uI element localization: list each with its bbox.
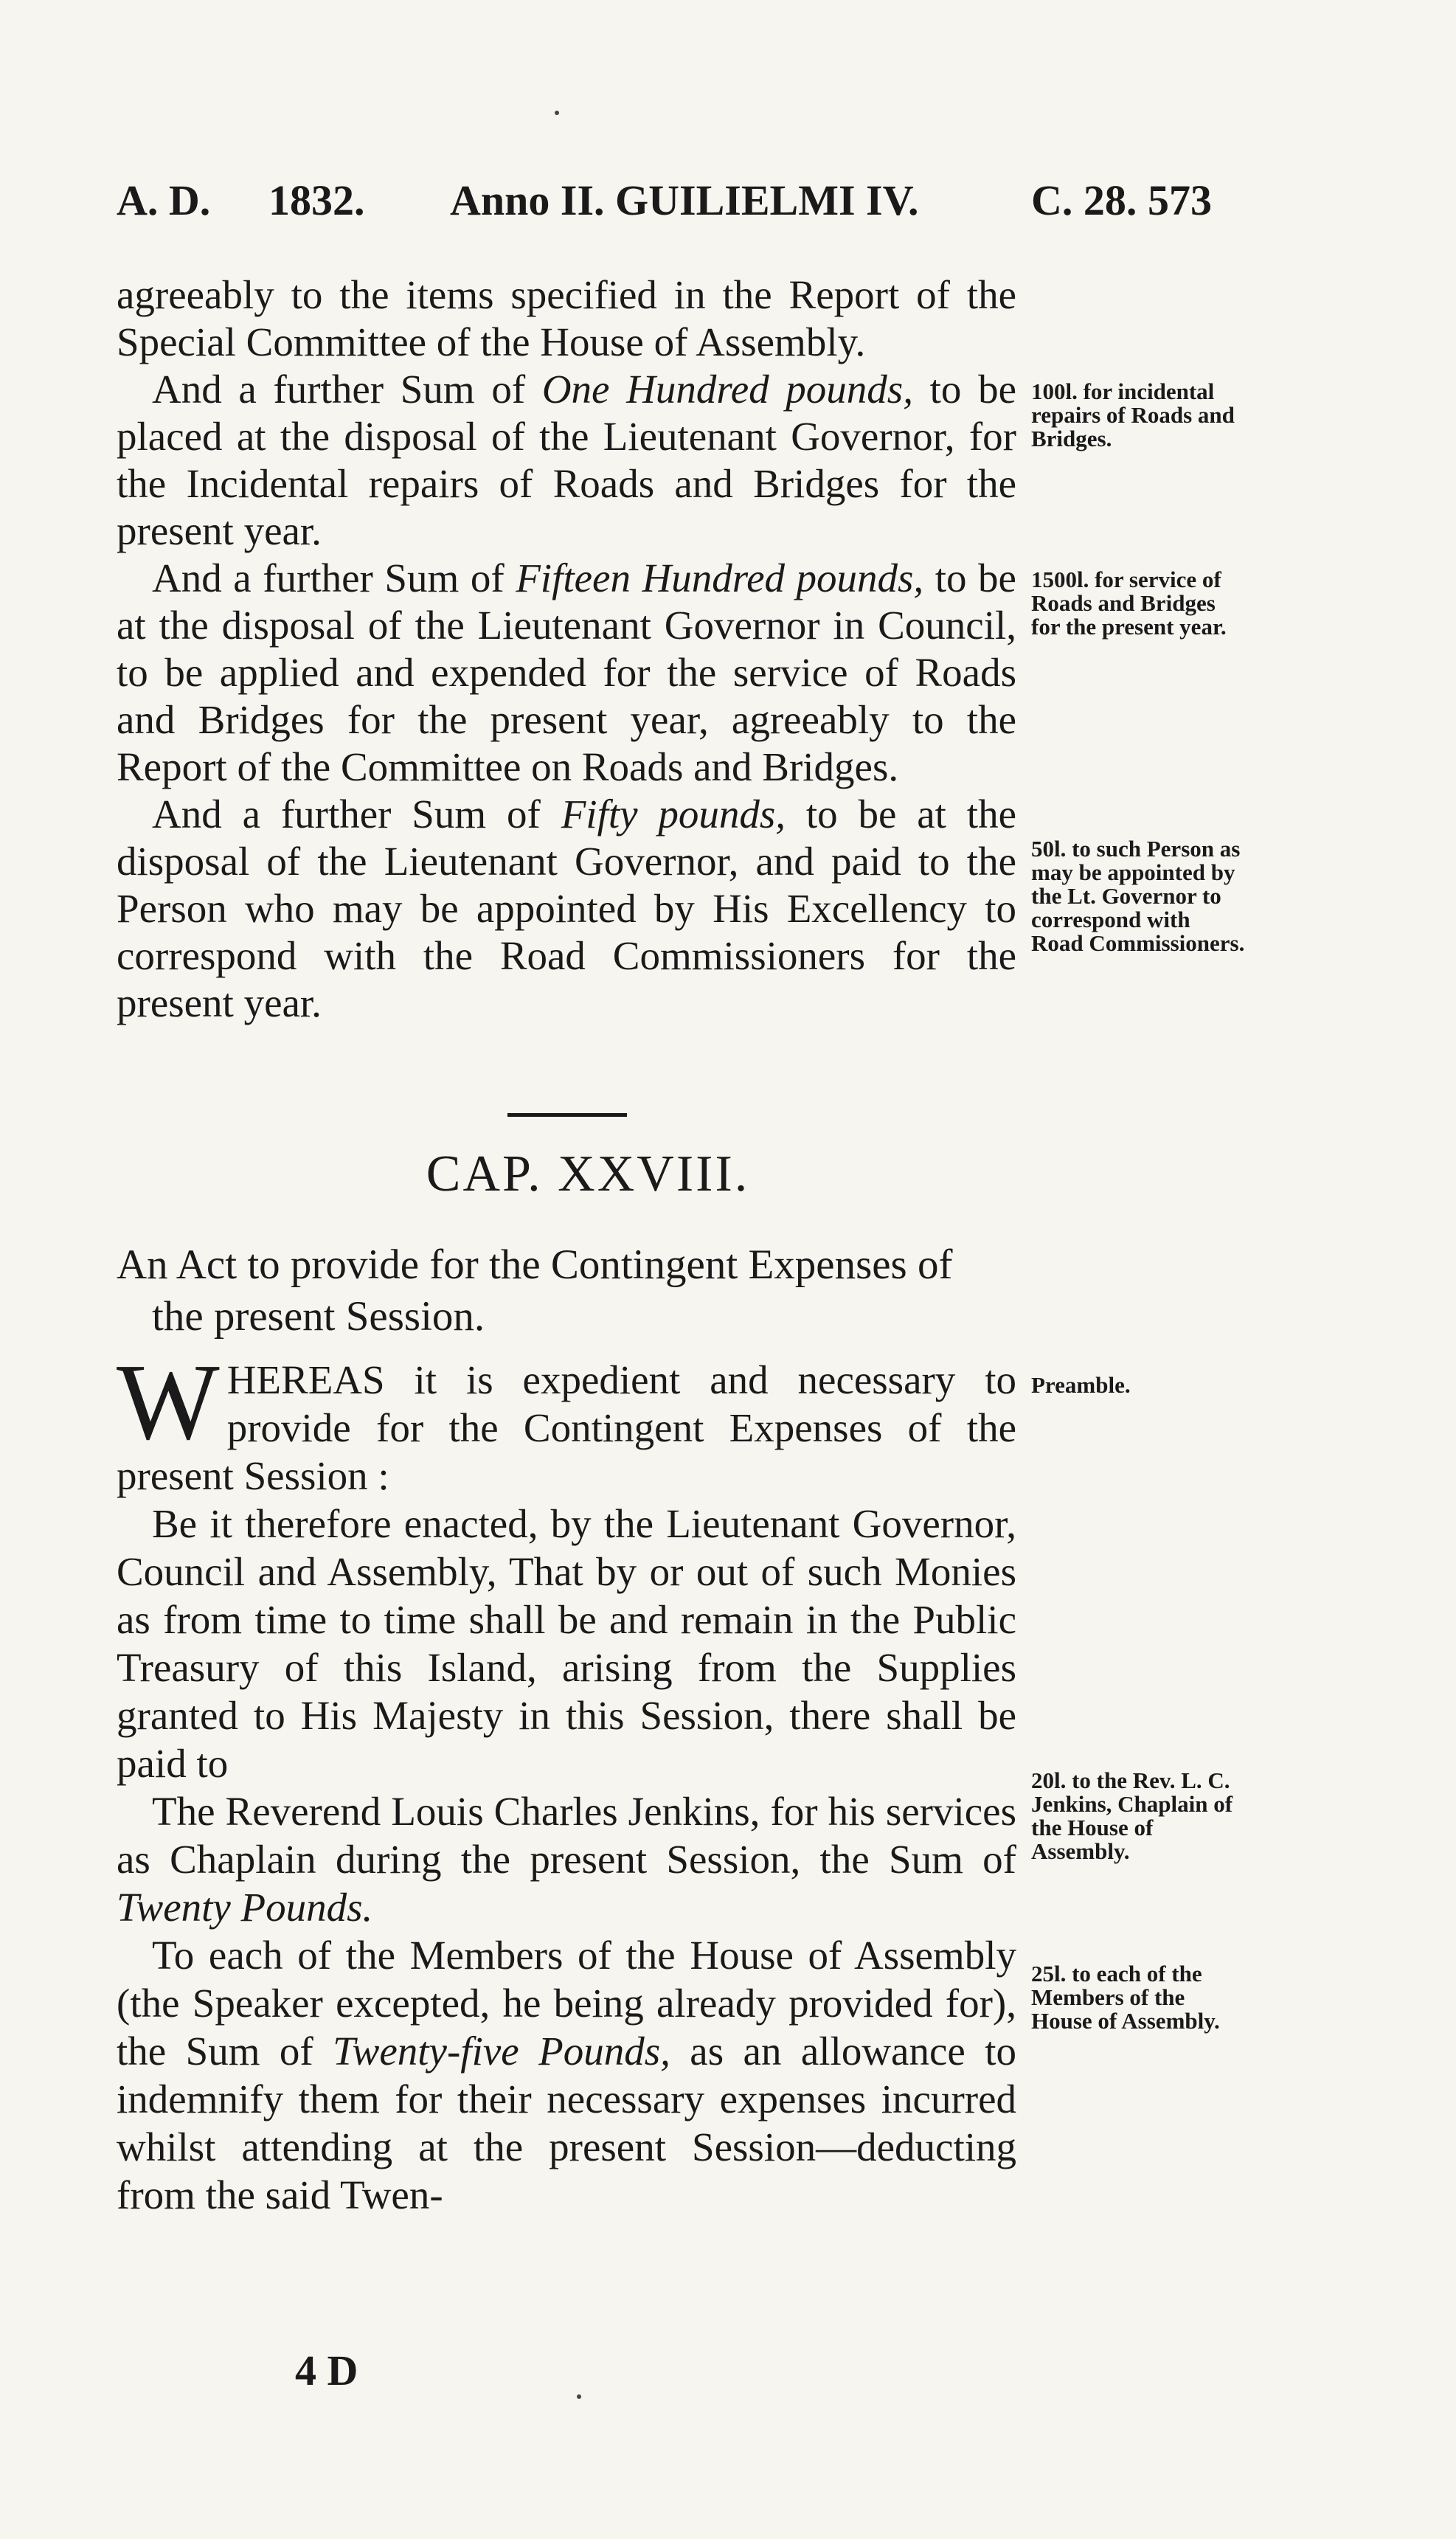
paper-speck xyxy=(555,111,559,115)
drop-cap: W xyxy=(117,1342,220,1463)
act-title-line-1: An Act to provide for the Contingent Expenses of xyxy=(117,1241,953,1288)
header-chapter: C. 28. xyxy=(1031,176,1137,224)
paper-speck xyxy=(577,2394,581,2399)
margin-note-members: 25l. to each of the Members of the House of Assembly. xyxy=(1031,1961,1220,2034)
paragraph-chaplain-payment: The Reverend Louis Charles Jenkins, for his services as Chaplain during the present Session, the Sum of Twenty Pounds. xyxy=(117,1789,1016,1930)
section-divider xyxy=(507,1113,627,1117)
signature-mark: 4 D xyxy=(295,2346,358,2394)
running-header xyxy=(117,176,1238,242)
preamble-paragraph: WHEREAS it is expedient and necessary to provide for the Contingent Expenses of the present Session : xyxy=(117,1342,1016,1498)
margin-note-preamble: Preamble. xyxy=(1031,1372,1131,1398)
act-title-line-2: the present Session. xyxy=(152,1293,485,1340)
margin-note-incidental-repairs: 100l. for incidental repairs of Roads and Bridges. xyxy=(1031,378,1235,451)
paragraph-fifty-pounds: And a further Sum of Fifty pounds, to be at the disposal of the Lieutenant Governor, and paid to the Person who may be appointed by His Excellency to correspond with the Road Commissioners for the present year. xyxy=(117,792,1016,1025)
top-text-block xyxy=(117,271,1016,1027)
header-year: 1832. xyxy=(268,176,365,224)
paragraph-hundred-pounds: And a further Sum of One Hundred pounds, to be placed at the disposal of the Lieutenant Governor, for the Incidental repairs of Roads and Bridges for the present year. xyxy=(117,367,1016,553)
act-body xyxy=(117,1342,1017,2219)
margin-note-roads-service: 1500l. for service of Roads and Bridges for the present year. xyxy=(1031,567,1227,640)
margin-note-chaplain: 20l. to the Rev. L. C. Jenkins, Chaplain of the House of Assembly. xyxy=(1031,1767,1233,1864)
paragraph-special-committee: agreeably to the items specified in the Report of the Special Committee of the House of Assembly. xyxy=(117,272,1016,364)
act-title xyxy=(117,1239,1031,1343)
paragraph-fifteen-hundred-pounds: And a further Sum of Fifteen Hundred pounds, to be at the disposal of the Lieutenant Governor in Council, to be applied and expended for the service of Roads and Bridges for the present year, agreeably to the Report of the Committee on Roads and Bridges. xyxy=(117,555,1016,789)
header-ad: A. D. xyxy=(117,176,211,224)
enacting-clause: Be it therefore enacted, by the Lieutenant Governor, Council and Assembly, That by or out of such Monies as from time to time shall be and remain in the Public Treasury of this Island, arising from the Supplies granted to His Majesty in this Session, there shall be paid to xyxy=(117,1501,1016,1786)
paragraph-members-allowance: To each of the Members of the House of Assembly (the Speaker excepted, he being already provided for), the Sum of Twenty-five Pounds, as an allowance to indemnify them for their necessary expenses incurred whilst attending at the present Session—deducting from the said Twen- xyxy=(117,1933,1017,2217)
header-regnal-year: Anno II. GUILIELMI IV. xyxy=(450,176,919,224)
margin-note-road-commissioners: 50l. to such Person as may be appointed by the Lt. Governor to correspond with Road Commissioners. xyxy=(1031,836,1245,956)
header-page-number: 573 xyxy=(1148,176,1212,224)
chapter-heading: CAP. XXVIII. xyxy=(426,1146,750,1202)
